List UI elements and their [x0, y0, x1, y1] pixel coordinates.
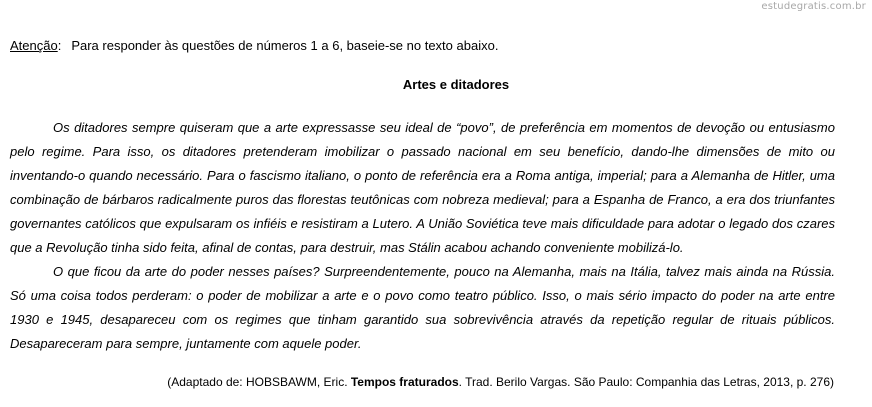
- source-suffix: . Trad. Berilo Vargas. São Paulo: Companhia das Letras, 2013, p. 276): [458, 375, 834, 389]
- notice: [10, 37, 498, 55]
- notice-label: Atenção: [10, 38, 58, 53]
- text-body: [10, 116, 835, 356]
- paragraph: O que ficou da arte do poder nesses países? Surpreendentemente, pouco na Alemanha, mais na Itália, talvez mais ainda na Rússia. Só uma coisa todos perderam: o poder de mobilizar a arte e o povo como teatro público. Isso, o mais sério impacto do poder na arte entre 1930 e 1945, desapareceu com os regimes que tinham garantido sua sobrevivência através da repetição regular de rituais públicos. Desapareceram para sempre, juntamente com aquele poder.: [10, 264, 835, 351]
- watermark: estudegratis.com.br: [761, 1, 866, 12]
- text-title: Artes e ditadores: [402, 77, 510, 92]
- paragraph: Os ditadores sempre quiseram que a arte expressasse seu ideal de “povo”, de preferência em momentos de devoção ou entusiasmo pelo regime. Para isso, os ditadores pretenderam imobilizar o passado nacional em seu benefício, dando-lhe dimensões de mito ou inventando-o quando necessário. Para o fascismo italiano, o ponto de referência era a Roma antiga, imperial; para a Alemanha de Hitler, uma combinação de bárbaros radicalmente puros das florestas teutônicas com nobreza medieval; para a Espanha de Franco, a era dos triunfantes governantes católicos que expulsaram os infiéis e resistiram a Lutero. A União Soviética teve mais dificuldade para adotar o legado dos czares que a Revolução tinha sido feita, afinal de contas, para destruir, mas Stálin acabou achando conveniente mobilizá-lo.: [10, 120, 835, 255]
- source-prefix: (Adaptado de: HOBSBAWM, Eric.: [167, 375, 351, 389]
- source-book-title: Tempos fraturados: [350, 375, 459, 389]
- notice-colon: :: [57, 38, 62, 53]
- source-citation: [167, 375, 834, 389]
- notice-text: Para responder às questões de números 1 a 6, baseie-se no texto abaixo.: [71, 38, 499, 53]
